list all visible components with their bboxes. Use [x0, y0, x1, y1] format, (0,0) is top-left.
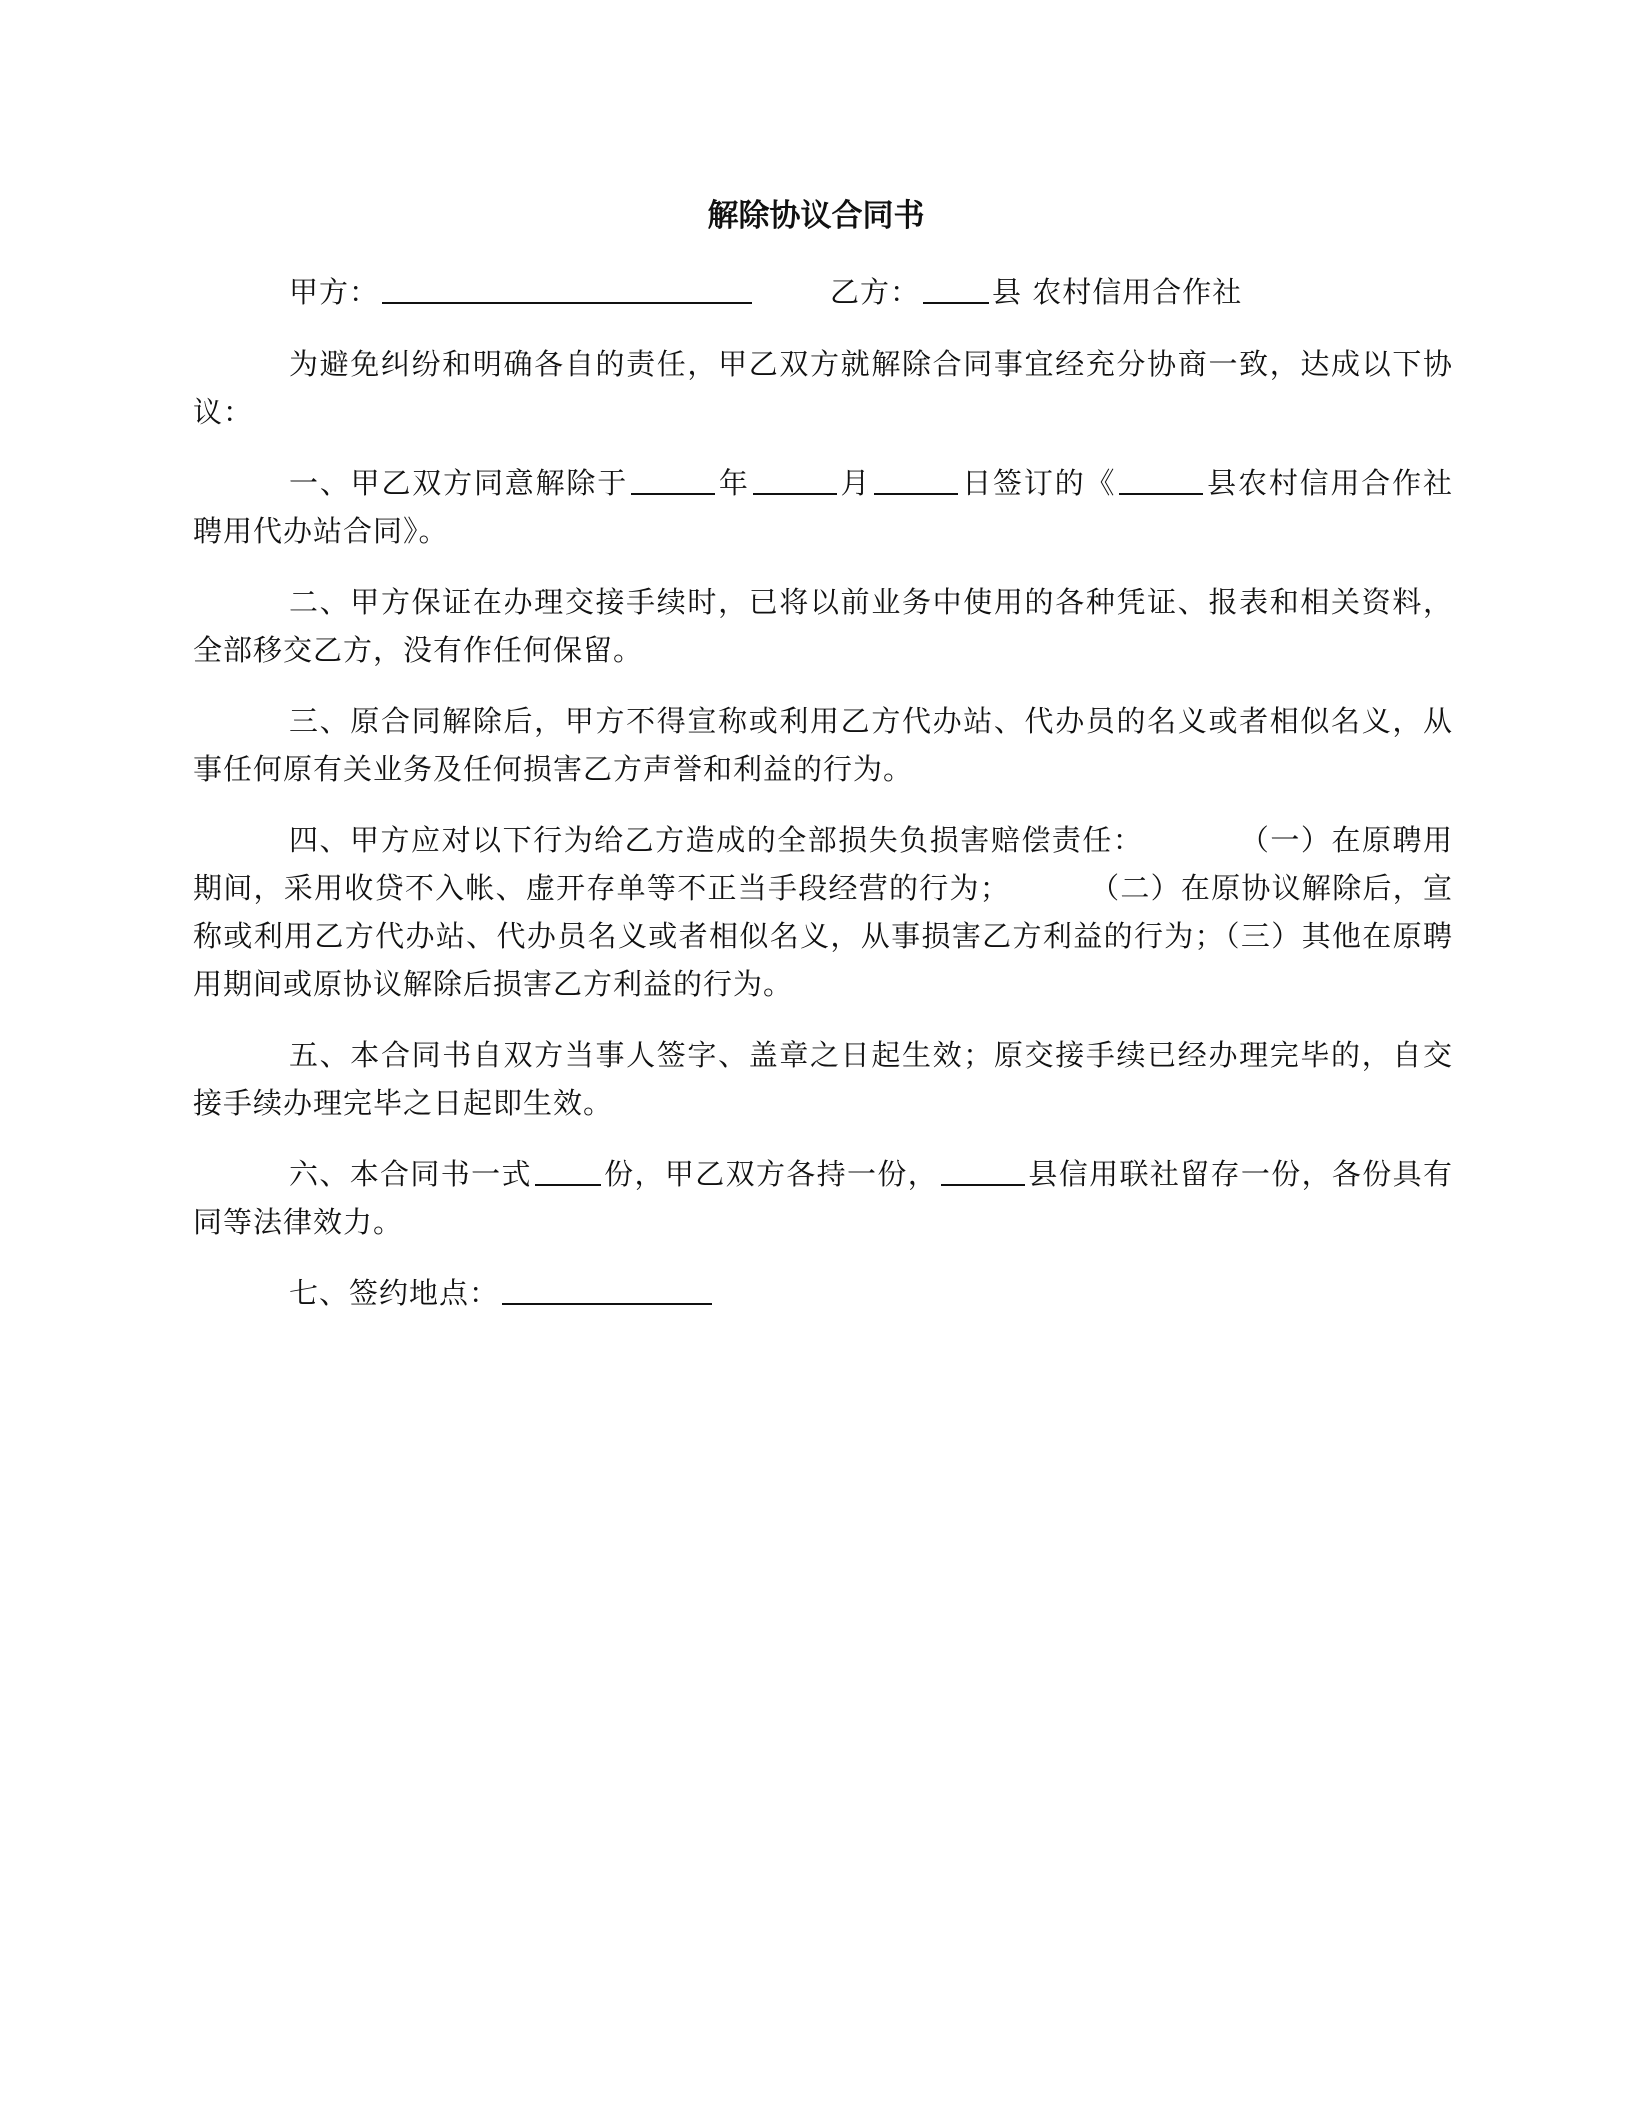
clause-4-item-2: （二）在原协议解除后，宣称或利用乙方代办站、代办员名义或者相似名义，从事损害乙方利益的行为； [193, 871, 1453, 953]
clause-6-text-a: 六、本合同书一式 [289, 1157, 532, 1191]
clause-1-day-blank [874, 463, 958, 495]
clause-2: 二、甲方保证在办理交接手续时，已将以前业务中使用的各种凭证、报表和相关资料，全部移交乙方，没有作任何保留。 [193, 585, 1453, 667]
party-b-label: 乙方： [830, 275, 921, 309]
clause-4 [193, 816, 1453, 1008]
clause-1-rest: 县农村信用合作社聘用代办站合同》。 [193, 466, 1453, 548]
clause-1-year-blank [631, 463, 715, 495]
clause-3: 三、原合同解除后，甲方不得宣称或利用乙方代办站、代办员的名义或者相似名义，从事任何原有关业务及任何损害乙方声誉和利益的行为。 [193, 704, 1453, 786]
clause-6-county-blank [941, 1154, 1025, 1186]
party-b-suffix: 县 农村信用合作社 [992, 275, 1243, 309]
clause-4-item-3: （三）其他在原聘用期间或原协议解除后损害乙方利益的行为。 [193, 919, 1453, 1001]
clause-1 [193, 459, 1453, 555]
clause-1-month-blank [753, 463, 837, 495]
clause-1-day: 日签订的《 [961, 466, 1117, 500]
clause-1-month: 月 [839, 466, 872, 500]
party-a-blank [382, 272, 752, 304]
document-title: 解除协议合同书 [707, 198, 925, 234]
clause-6-text-b: 份，甲乙双方各持一份， [603, 1157, 939, 1191]
signing-place-blank [502, 1273, 712, 1305]
clause-7 [193, 1269, 1453, 1317]
party-a-line [289, 268, 755, 316]
clause-1-text-a: 一、甲乙双方同意解除于 [289, 466, 629, 500]
party-b-blank [923, 272, 989, 304]
party-a-label: 甲方： [289, 275, 380, 309]
clause-6-copies-blank [535, 1154, 601, 1186]
clause-6-text-c: 县信用联社留存一份，各份具有同等法律效力。 [193, 1157, 1453, 1239]
intro-paragraph: 为避免纠纷和明确各自的责任，甲乙双方就解除合同事宜经充分协商一致，达成以下协议： [193, 347, 1453, 429]
party-b-line [830, 268, 1242, 316]
clause-1-year: 年 [718, 466, 750, 500]
clause-4-item-1: （一）在原聘用期间，采用收贷不入帐、虚开存单等不正当手段经营的行为； [193, 823, 1453, 905]
clause-5: 五、本合同书自双方当事人签字、盖章之日起生效；原交接手续已经办理完毕的，自交接手续办理完毕之日起即生效。 [193, 1038, 1453, 1120]
clause-1-county-blank [1119, 463, 1203, 495]
clause-6 [193, 1150, 1453, 1246]
clause-4-lead: 四、甲方应对以下行为给乙方造成的全部损失负损害赔偿责任： [289, 823, 1144, 857]
clause-7-label: 七、签约地点： [289, 1276, 500, 1310]
